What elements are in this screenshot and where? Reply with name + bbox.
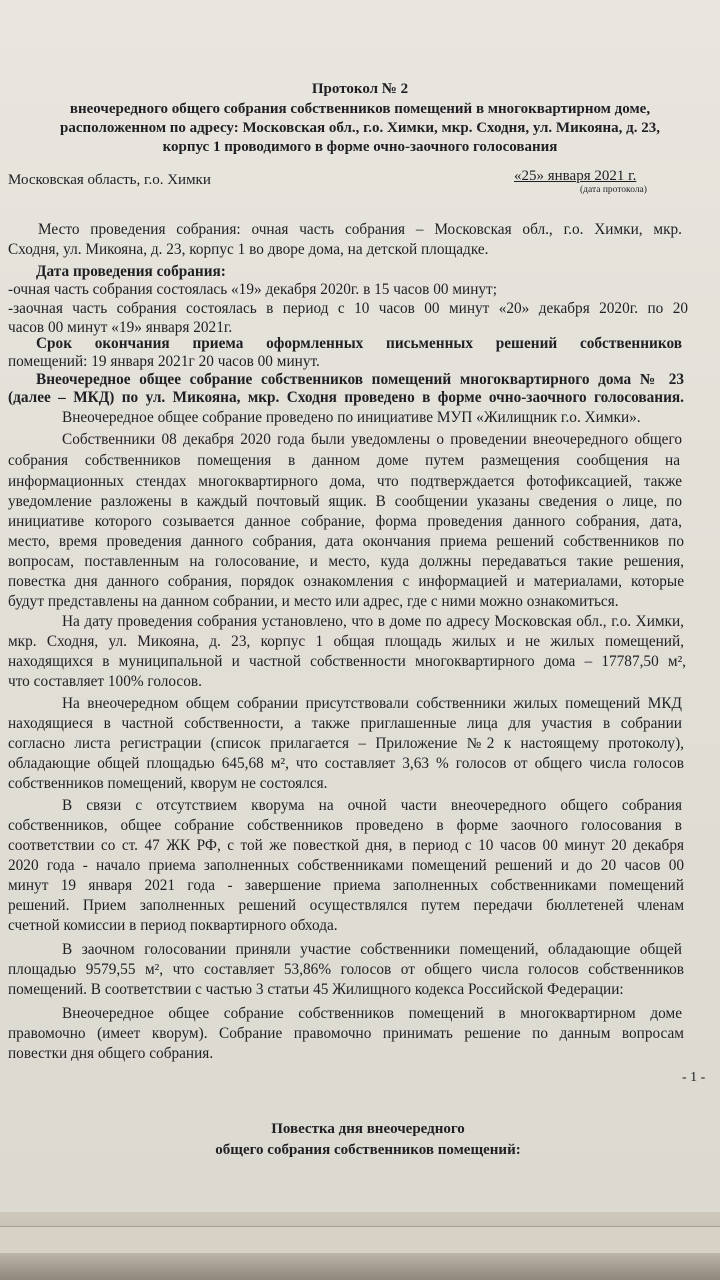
body-line: площадью 9579,55 м², что составляет 53,86% голосов от общего числа голосов собственников — [8, 961, 684, 978]
body-line: (далее – МКД) по ул. Микояна, мкр. Сходня проведено в форме очно-заочного голосования. — [8, 389, 684, 406]
body-line: минут 19 января 2021 года - завершение приема заполненных собственниками помещений — [8, 877, 684, 894]
agenda-title-line-2: общего собрания собственников помещений: — [215, 1142, 521, 1158]
body-line: Место проведения собрания: очная часть собрания – Московская обл., г.о. Химки, мкр. — [38, 221, 682, 238]
protocol-subtitle-line-3: корпус 1 проводимого в форме очно-заочного голосования — [162, 139, 558, 155]
body-line: решений. Прием заполненных решений осуществлялся путем передачи бюллетеней членам — [8, 897, 684, 914]
body-line: инициативе которого созывается данное собрание, форма проведения данного собрания, дата, — [8, 513, 682, 530]
body-line: уведомление разложены в каждый почтовый ящик. В сообщении указаны сведения о лице, по — [8, 493, 682, 510]
body-line: помещений: 19 января 2021г 20 часов 00 минут. — [8, 353, 320, 370]
body-line: Срок окончания приема оформленных письменных решений собственников — [36, 335, 682, 352]
body-line: согласно листа регистрации (список прилагается – Приложение №2 к настоящему протоколу), — [8, 735, 684, 752]
protocol-title: Протокол № 2 — [311, 81, 409, 97]
protocol-city: Московская область, г.о. Химки — [8, 172, 211, 188]
body-line: -заочная часть собрания состоялась в период с 10 часов 00 минут «20» декабря 2020г. по 20 — [8, 300, 688, 317]
body-line: будут представлены на данном собрании, и место или адрес, где с ними можно ознакомиться. — [8, 593, 619, 610]
body-line: 2020 года - начало приема заполненных собственниками помещений решений и до 20 часов 00 — [8, 857, 684, 874]
paper-fold — [0, 1226, 720, 1253]
table-surface — [0, 1212, 720, 1280]
body-line: В связи с отсутствием кворума на очной части внеочередного общего собрания — [62, 797, 682, 814]
body-line: место, время проведения данного собрания, дата окончания приема решений собственников по — [8, 533, 684, 550]
protocol-date-caption: (дата протокола) — [580, 185, 647, 195]
body-line: собственников, общее собрание собственников проведено в форме заочного голосования в — [8, 817, 682, 834]
body-line: счетной комиссии в период поквартирного обхода. — [8, 917, 338, 934]
body-line: помещений. В соответствии с частью 3 статьи 45 Жилищного кодекса Российской Федерации: — [8, 981, 624, 998]
page-number: - 1 - — [682, 1070, 706, 1085]
body-line: Сходня, ул. Микояна, д. 23, корпус 1 во дворе дома, на детской площадке. — [8, 241, 489, 258]
body-line: повестки дня общего собрания. — [8, 1045, 214, 1062]
body-line: Внеочередное общее собрание собственников помещений в многоквартирном доме — [62, 1005, 682, 1022]
body-line: Дата проведения собрания: — [36, 263, 226, 280]
body-line: Внеочередное общее собрание собственников помещений многоквартирного дома № 23 — [36, 371, 684, 388]
protocol-date: «25» января 2021 г. — [514, 168, 637, 184]
body-line: правомочно (имеет кворум). Собрание правомочно принимать решение по данным вопросам — [8, 1025, 684, 1042]
agenda-title-line-1: Повестка дня внеочередного — [271, 1121, 465, 1137]
body-line: На дату проведения собрания установлено, что в доме по адресу Московская обл., г.о. Химки, — [62, 613, 684, 630]
body-line: находящиеся в частной собственности, а также приглашенные лица для участия в собрании — [8, 715, 682, 732]
body-line: повестка дня данного собрания, порядок ознакомления с информацией и материалами, которые — [8, 573, 684, 590]
body-line: Внеочередное общее собрание проведено по инициативе МУП «Жилищник г.о. Химки». — [62, 409, 641, 426]
body-line: Собственники 08 декабря 2020 года были уведомлены о проведении внеочередного общего — [62, 431, 682, 448]
body-line: На внеочередном общем собрании присутствовали собственники жилых помещений МКД — [62, 695, 682, 712]
protocol-subtitle-line-2: расположенном по адресу: Московская обл., г.о. Химки, мкр. Сходня, ул. Микояна, д. 23, — [60, 120, 660, 136]
body-line: собрания собственников помещения в данном доме путем размещения сообщения на — [8, 452, 680, 469]
body-line: часов 00 минут «19» января 2021г. — [8, 319, 233, 336]
body-line: информационных стендах многоквартирного дома, что подтверждается фотофиксацией, также — [8, 473, 682, 490]
body-line: собственников помещений, кворум не состоялся. — [8, 775, 328, 792]
body-line: В заочном голосовании приняли участие собственники помещений, обладающие общей — [62, 941, 682, 958]
protocol-subtitle-line-1: внеочередного общего собрания собственников помещений в многоквартирном доме, — [69, 101, 651, 117]
body-line: мкр. Сходня, ул. Микояна, д. 23, корпус 1 общая площадь жилых и не жилых помещений, — [8, 633, 684, 650]
body-line: соответствии со ст. 47 ЖК РФ, с той же повесткой дня, в период с 10 часов 00 минут 20 декабря — [8, 837, 684, 854]
body-line: вопросам, поставленным на голосование, и место, куда должны передаваться такие решения, — [8, 553, 684, 570]
body-line: находящихся в муниципальной и частной собственности многоквартирного дома – 17787,50 м², — [8, 653, 686, 670]
body-line: -очная часть собрания состоялась «19» декабря 2020г. в 15 часов 00 минут; — [8, 281, 497, 298]
body-line: обладающие общей площадью 645,68 м², что составляет 3,63 % голосов от общего числа голосов — [8, 755, 684, 772]
body-line: что составляет 100% голосов. — [8, 673, 202, 690]
